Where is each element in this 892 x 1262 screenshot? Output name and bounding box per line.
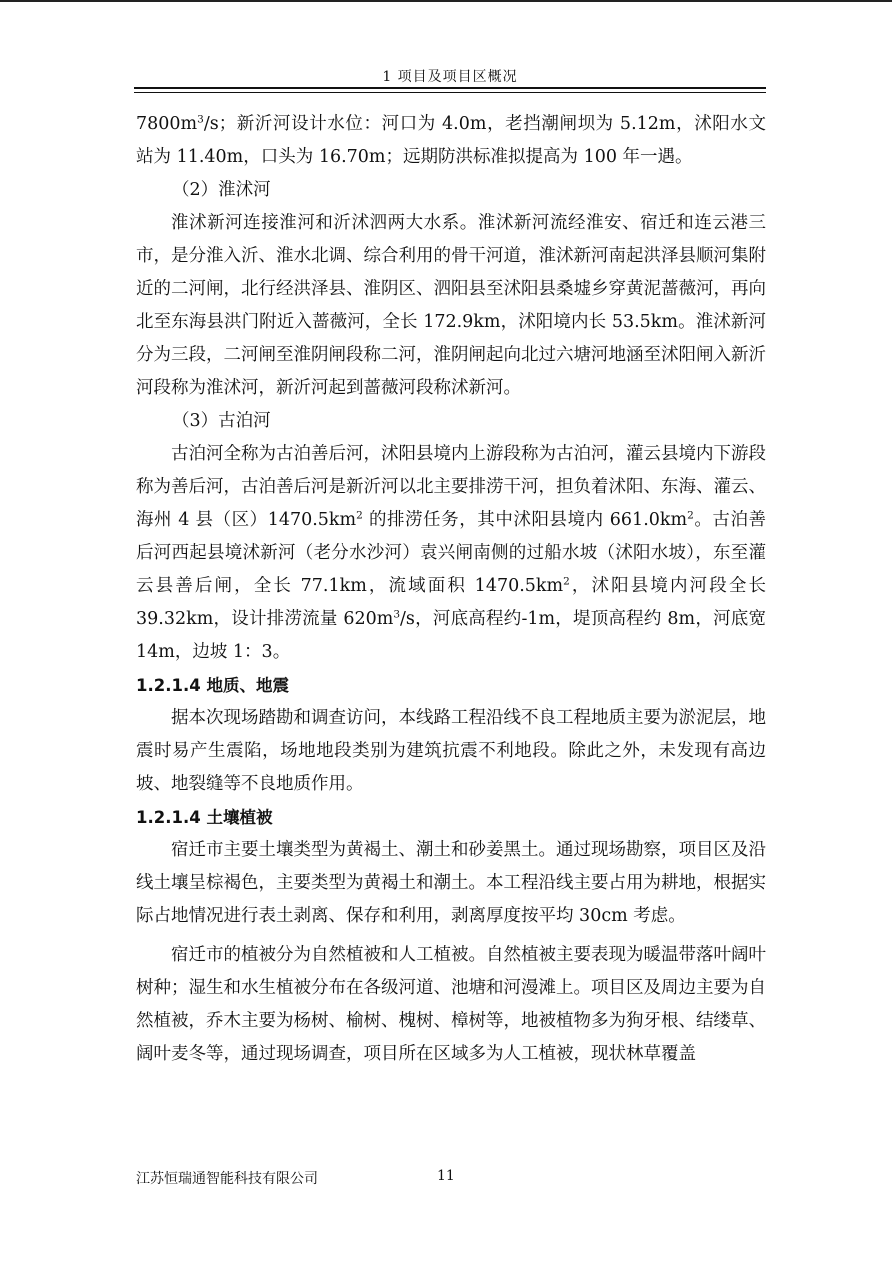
footer-company-name: 江苏恒瑞通智能科技有限公司 [136,1171,318,1187]
subheading-gubo-river: （3）古泊河 [172,411,271,431]
section-heading-geology: 1.2.1.4 地质、地震 [136,676,289,695]
subheading-huaishu-river: （2）淮沭河 [172,180,271,200]
page-header-title: 1 项目及项目区概况 [382,69,518,85]
header-rule-thin [134,92,766,93]
paragraph-soil: 宿迁市主要土壤类型为黄褐土、潮土和砂姜黑土。通过现场勘察，项目区及沿线土壤呈棕褐色，主要类型为黄褐土和潮土。本工程沿线主要占用为耕地，根据实际占地情况进行表土剥离、保存和利用，剥离厚度按平均 30cm 考虑。 [136,840,766,926]
paragraph-geology: 据本次现场踏勘和调查访问，本线路工程沿线不良工程地质主要为淤泥层，地震时易产生震陷，场地地段类别为建筑抗震不利地段。除此之外，未发现有高边坡、地裂缝等不良地质作用。 [136,708,766,794]
paragraph-huaishu-river: 淮沭新河连接淮河和沂沭泗两大水系。淮沭新河流经淮安、宿迁和连云港三市，是分淮入沂、淮水北调、综合利用的骨干河道，淮沭新河南起洪泽县顺河集附近的二河闸，北行经洪泽县、淮阴区、泗阳县至沭阳县桑墟乡穿黄泥蔷薇河，再向北至东海县洪门附近入蔷薇河，全长 172.9km，沭阳境内长 53.5km。淮沭新河分为三段，二河闸至淮阴闸段称二河，淮阴闸起向北过六塘河地涵至沭阳闸入新沂河段称为淮沭河，新沂河起到蔷薇河段称沭新河。 [136,213,766,398]
header-rule-thick [134,87,766,89]
page-top-border [0,0,892,2]
paragraph-xinyi-river-continued: $7800m^3/s$；新沂河设计水位：河口为 4.0m，老挡潮闸坝为 5.12m，沭阳水文站为 11.40m，口头为 16.70m；远期防洪标准拟提高为 100 年一遇。 [136,113,766,167]
footer-page-number: 11 [437,1168,455,1184]
document-body [136,108,766,1071]
paragraph-vegetation: 宿迁市的植被分为自然植被和人工植被。自然植被主要表现为暖温带落叶阔叶树种；湿生和水生植被分布在各级河道、池塘和河漫滩上。项目区及周边主要为自然植被，乔木主要为杨树、榆树、槐树、樟树等，地被植物多为狗牙根、结缕草、阔叶麦冬等，通过现场调查，项目所在区域多为人工植被，现状林草覆盖 [136,945,766,1064]
paragraph-gubo-river: 古泊河全称为古泊善后河，沭阳县境内上游段称为古泊河，灌云县境内下游段称为善后河，古泊善后河是新沂河以北主要排涝干河，担负着沭阳、东海、灌云、海州 4 县（区）$1470.5km^2$ 的排涝任务，其中沭阳县境内 $661.0km^2$。古泊善后河西起县境沭新河（老分水沙河）袁兴闸南侧的过船水坡（沭阳水坡），东至灌云县善后闸，全长 77.1km，流域面积 $1470.5km^2$，沭阳县境内河段全长 39.32km，设计排涝流量 $620m^3/s$，河底高程约-1m，堤顶高程约 8m，河底宽 14m，边坡 1：3。 [136,444,767,662]
section-heading-soil-vegetation: 1.2.1.4 土壤植被 [136,808,273,827]
